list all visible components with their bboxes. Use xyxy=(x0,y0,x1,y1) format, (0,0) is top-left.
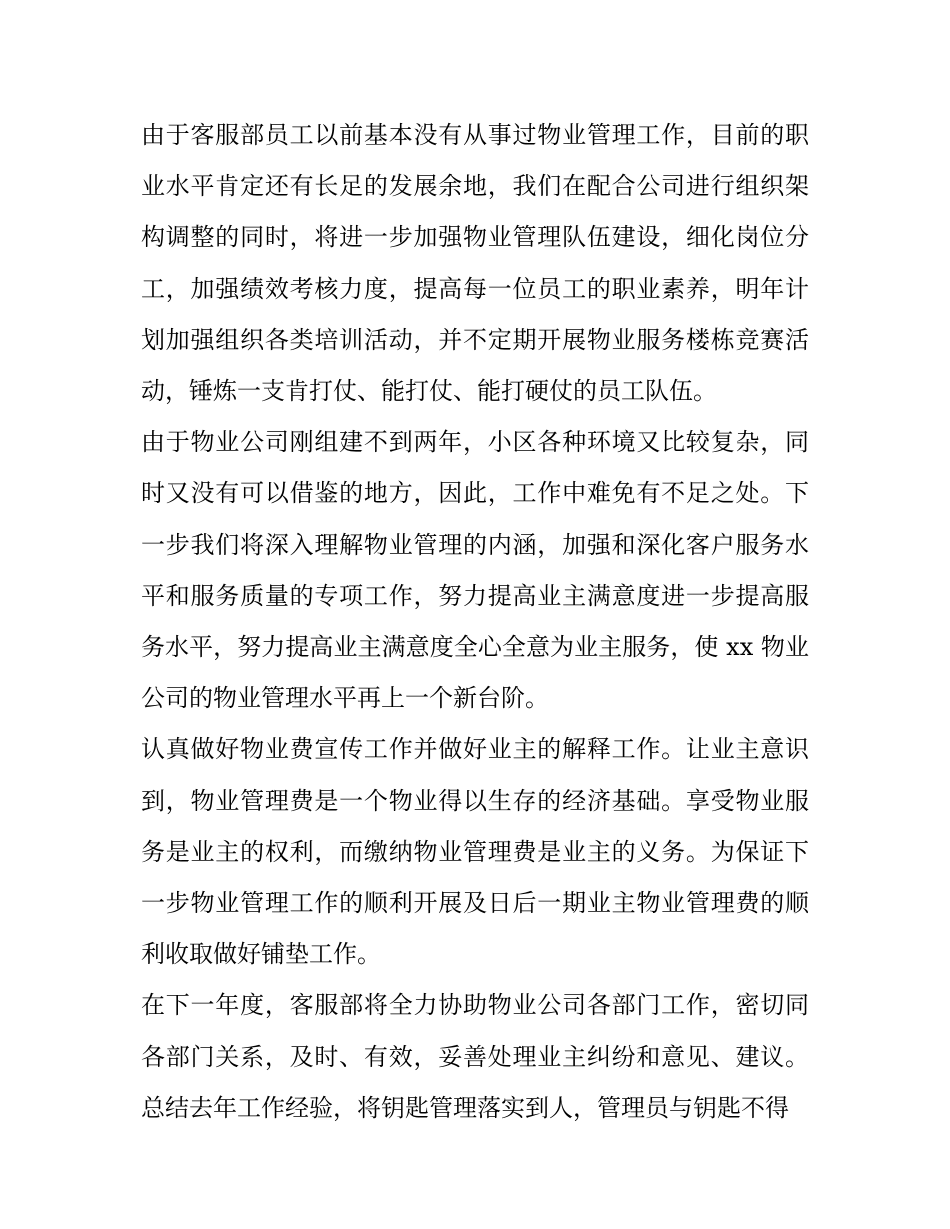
paragraph-department-coordination: 在下一年度，客服部将全力协助物业公司各部门工作，密切同各部门关系，及时、有效，妥善处理业主纠纷和意见、建议。总结去年工作经验，将钥匙管理落实到人，管理员与钥匙不得 xyxy=(141,991,809,1122)
paragraph-fee-publicity: 认真做好物业费宣传工作并做好业主的解释工作。让业主意识到，物业管理费是一个物业得以生存的经济基础。享受物业服务是业主的权利，而缴纳物业管理费是业主的义务。为保证下一步物业管理工作的顺利开展及日后一期业主物业管理费的顺利收取做好铺垫工作。 xyxy=(141,735,809,969)
document-body xyxy=(141,110,809,1134)
paragraph-service-improvement: 由于物业公司刚组建不到两年，小区各种环境又比较复杂，同时又没有可以借鉴的地方，因此，工作中难免有不足之处。下一步我们将深入理解物业管理的内涵，加强和深化客户服务水平和服务质量的专项工作，努力提高业主满意度进一步提高服务水平，努力提高业主满意度全心全意为业主服务，使 xx 物业公司的物业管理水平再上一个新台阶。 xyxy=(141,428,809,713)
paragraph-staff-training: 由于客服部员工以前基本没有从事过物业管理工作，目前的职业水平肯定还有长足的发展余地，我们在配合公司进行组织架构调整的同时，将进一步加强物业管理队伍建设，细化岗位分工，加强绩效考核力度，提高每一位员工的职业素养，明年计划加强组织各类培训活动，并不定期开展物业服务楼栋竞赛活动，锤炼一支肯打仗、能打仗、能打硬仗的员工队伍。 xyxy=(141,121,809,406)
